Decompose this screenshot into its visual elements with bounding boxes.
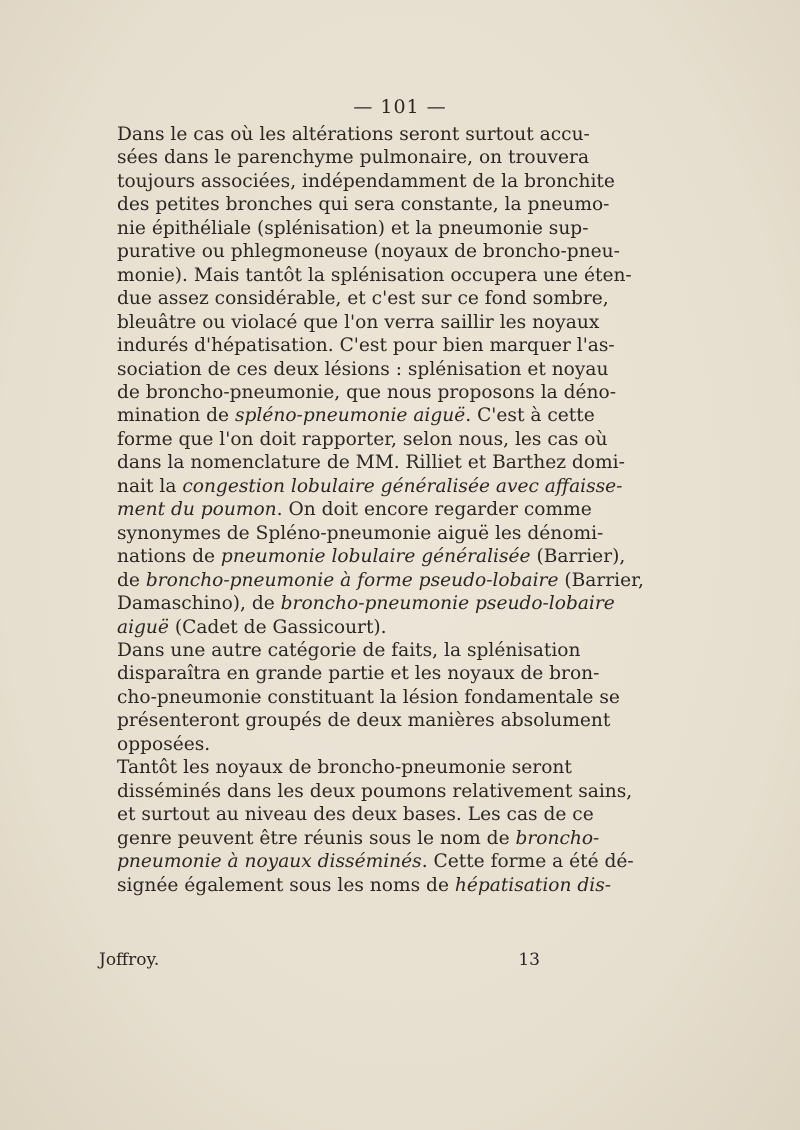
italic-term: aiguë — [117, 616, 169, 638]
text-line: de broncho-pneumonie, que nous proposons la déno- — [117, 381, 617, 403]
text-line: Damaschino), de broncho-pneumonie pseudo-lobaire — [117, 593, 615, 615]
text-line: bleuâtre ou violacé que l'on verra saillir les noyaux — [117, 311, 600, 333]
italic-term: spléno-pneumonie aiguë — [234, 405, 466, 427]
text-line: genre peuvent être réunis sous le nom de broncho- — [117, 827, 600, 849]
paragraph-3 — [95, 756, 634, 897]
text-line: aiguë (Cadet de Gassicourt). — [117, 616, 387, 638]
text-line: pneumonie à noyaux disséminés. Cette forme a été dé- — [117, 851, 634, 873]
text-line: forme que l'on doit rapporter, selon nous, les cas où — [117, 428, 608, 450]
text-line: toujours associées, indépendamment de la bronchite — [117, 170, 615, 192]
text-line: dans la nomenclature de MM. Rilliet et Barthez domi- — [117, 452, 625, 474]
text-line: Tantôt les noyaux de broncho-pneumonie seront — [117, 757, 572, 779]
text-line: sées dans le parenchyme pulmonaire, on trouvera — [117, 147, 590, 169]
text-line: monie). Mais tantôt la splénisation occupera une éten- — [117, 264, 632, 286]
italic-term: hépatisation dis- — [454, 874, 612, 896]
text-line: synonymes de Spléno-pneumonie aiguë les dénomi- — [117, 522, 604, 544]
text-line: disséminés dans les deux poumons relativement sains, — [117, 780, 633, 802]
signature-mark: 13 — [518, 950, 540, 970]
text-line: sociation de ces deux lésions : splénisation et noyau — [117, 358, 609, 380]
text-line: indurés d'hépatisation. C'est pour bien marquer l'as- — [117, 335, 615, 357]
text-line: ment du poumon. On doit encore regarder comme — [117, 499, 592, 521]
text-line: nations de pneumonie lobulaire généralisée (Barrier), — [117, 546, 626, 568]
italic-term: broncho- — [515, 827, 600, 849]
paragraph-2 — [95, 639, 620, 756]
text-line: mination de spléno-pneumonie aiguë. C'est à cette — [117, 405, 595, 427]
text-line: présenteront groupés de deux manières absolument — [117, 710, 611, 732]
italic-term: ment du poumon — [117, 499, 277, 521]
italic-term: pneumonie à noyaux disséminés — [117, 851, 422, 873]
italic-term: broncho-pneumonie pseudo-lobaire — [280, 593, 615, 615]
text-line: signée également sous les noms de hépatisation dis- — [117, 874, 612, 896]
text-line: nait la congestion lobulaire généralisée avec affaisse- — [117, 475, 623, 497]
text-line: due assez considérable, et c'est sur ce fond sombre, — [117, 288, 609, 310]
text-line: opposées. — [117, 733, 211, 755]
text-line: de broncho-pneumonie à forme pseudo-lobaire (Barrier, — [117, 569, 644, 591]
text-line: Dans le cas où les altérations seront surtout accu- — [117, 124, 590, 145]
italic-term: pneumonie lobulaire généralisée — [220, 546, 531, 568]
body-text — [95, 123, 644, 897]
text-line: Dans une autre catégorie de faits, la splénisation — [117, 639, 581, 661]
page-number: — 101 — — [353, 96, 447, 118]
text-line: purative ou phlegmoneuse (noyaux de broncho-pneu- — [117, 241, 620, 263]
footer-author: Joffroy. — [99, 950, 160, 970]
text-line: des petites bronches qui sera constante, la pneumo- — [117, 194, 610, 216]
text-line: nie épithéliale (splénisation) et la pneumonie sup- — [117, 217, 589, 239]
italic-term: congestion lobulaire généralisée avec affaisse- — [182, 475, 623, 497]
text-line: et surtout au niveau des deux bases. Les cas de ce — [117, 804, 594, 826]
paragraph-1 — [95, 123, 644, 639]
text-line: disparaîtra en grande partie et les noyaux de bron- — [117, 663, 600, 685]
text-line: cho-pneumonie constituant la lésion fondamentale se — [117, 686, 620, 708]
italic-term: broncho-pneumonie à forme pseudo-lobaire — [145, 569, 559, 591]
